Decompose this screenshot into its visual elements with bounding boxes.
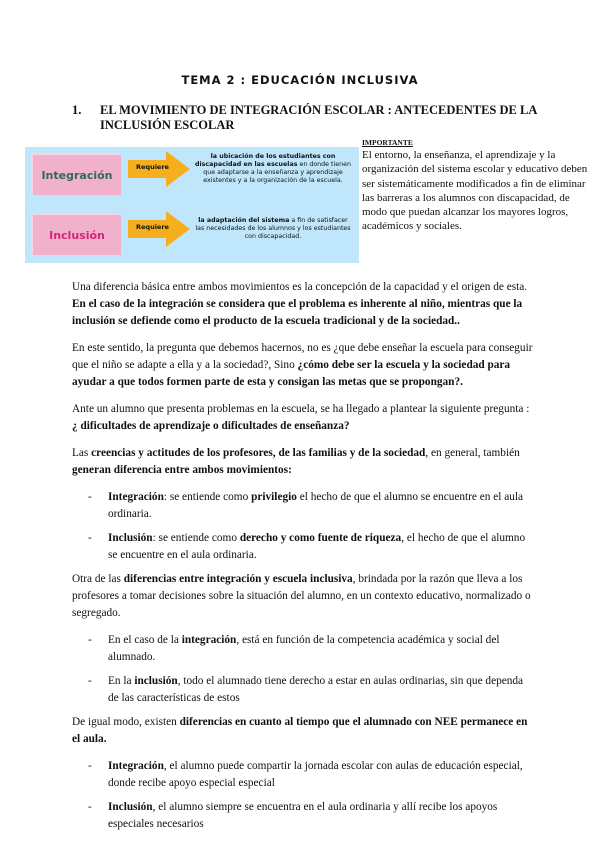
document-title: TEMA 2 : EDUCACIÓN INCLUSIVA	[181, 73, 419, 87]
text-run: De igual modo, existen	[72, 716, 180, 728]
description-text: a fin de satisfacer las necesidades de los alumnos y los estudiantes con discapacidad.	[195, 217, 351, 240]
bold-text: Inclusión	[108, 801, 153, 813]
important-text: El entorno, la enseñanza, el aprendizaje y la organización del sistema escolar y educativo deben ser sistemáticamente modificados a fin de eliminar las barreras a los alumnos con discapacidad, de modo que puedan alcanzar los mayores logros, académicos y sociales.	[362, 149, 588, 233]
text-run: En este sentido, la pregunta que debemos hacernos, no es ¿que debe enseñar la escuela para conseguir que el niño se adapte a ella y a la sociedad?, Sino	[72, 342, 533, 371]
bullet-dash: -	[88, 532, 92, 544]
description-bold: la adaptación del sistema	[198, 217, 290, 224]
text-run: , el alumno siempre se encuentra en el aula ordinaria y allí recibe los apoyos especiales necesarios	[108, 801, 498, 830]
integracion-box	[33, 155, 121, 195]
bullet-text	[108, 632, 534, 666]
bullet-dash: -	[88, 801, 92, 813]
text-run: Las	[72, 447, 92, 459]
text-run: , el hecho de que el alumno se encuentre en el aula ordinaria.	[108, 532, 526, 561]
bold-text: En el caso de la integración se considera que el problema es inherente al niño, mientras que la inclusión se defiende como el producto de la escuela tradicional y de la sociedad..	[72, 298, 523, 327]
paragraph	[72, 571, 534, 622]
text-run: Otra de las	[72, 573, 124, 585]
comparison-figure	[25, 147, 359, 263]
important-note	[362, 138, 596, 234]
paragraph	[72, 279, 534, 330]
bold-text: ¿ dificultades de aprendizaje o dificultades de enseñanza?	[72, 420, 350, 432]
integracion-label: Integración	[41, 168, 113, 182]
arrow-right-icon	[128, 211, 190, 247]
paragraph	[72, 445, 534, 479]
bold-text: inclusión	[134, 675, 178, 687]
text-run: , el alumno puede compartir la jornada escolar con aulas de educación especial, donde recibe apoyo especial especial	[108, 760, 523, 789]
text-run: , está en función de la competencia académica y social del alumnado.	[108, 634, 500, 663]
bold-text: ¿cómo debe ser la escuela y la sociedad para ayudar a que todos formen parte de esta y consigan las metas que se propongan?.	[72, 359, 511, 388]
section-heading	[72, 103, 542, 133]
bold-text: integración	[181, 634, 237, 646]
bullet-dash: -	[88, 675, 92, 687]
inclusion-description	[193, 217, 353, 241]
bullet-text	[108, 489, 534, 523]
text-run: , todo el alumnado tiene derecho a estar en aulas ordinarias, sin que dependa de las características de estos	[108, 675, 524, 704]
bullet-text	[108, 799, 534, 833]
bullet-text	[108, 530, 534, 564]
bullet-item	[88, 530, 534, 564]
arrow-right-icon	[128, 151, 190, 187]
inclusion-box	[33, 215, 121, 255]
text-run: el hecho de que el alumno se encuentre en el aula ordinaria.	[108, 491, 524, 520]
bullet-dash: -	[88, 634, 92, 646]
inclusion-label: Inclusión	[49, 228, 105, 242]
bullet-text	[108, 758, 534, 792]
bold-text: diferencias entre integración y escuela inclusiva	[123, 573, 353, 585]
bold-text: generan diferencia entre ambos movimientos:	[72, 464, 292, 476]
description-bold: la ubicación de los estudiantes con discapacidad en las escuelas	[195, 153, 336, 168]
text-run: En el caso de la	[108, 634, 182, 646]
important-label: IMPORTANTE	[362, 138, 413, 147]
heading-number: 1.	[72, 103, 82, 117]
arrow-label: Requiere	[136, 223, 169, 231]
text-run: Ante un alumno que presenta problemas en la escuela, se ha llegado a plantear la siguiente pregunta :	[72, 403, 530, 415]
text-run: : se entiende como	[163, 491, 252, 503]
bold-text: creencias y actitudes de los profesores, de las familias y de la sociedad	[91, 447, 426, 459]
bullet-dash: -	[88, 491, 92, 503]
description-text: en donde tienen que adaptarse a la enseñanza y aprendizaje existentes y a la organización de la escuela.	[203, 161, 351, 184]
arrow-label: Requiere	[136, 163, 169, 171]
text-run: Una diferencia básica entre ambos movimientos es la concepción de la capacidad y el origen de esta.	[72, 281, 528, 293]
bold-text: Integración	[108, 760, 164, 772]
bullet-text	[108, 673, 534, 707]
bullet-dash: -	[88, 760, 92, 772]
bold-text: privilegio	[251, 491, 297, 503]
paragraph	[72, 714, 534, 748]
bold-text: derecho y como fuente de riqueza	[239, 532, 402, 544]
text-run: : se entiende como	[152, 532, 240, 544]
paragraph	[72, 401, 534, 435]
integracion-description	[193, 153, 353, 185]
bold-text: Inclusión	[108, 532, 153, 544]
bullet-item	[88, 489, 534, 523]
bullet-item	[88, 673, 534, 707]
paragraph	[72, 340, 534, 391]
document-body	[72, 279, 534, 840]
bullet-item	[88, 632, 534, 666]
heading-text: EL MOVIMIENTO DE INTEGRACIÓN ESCOLAR : ANTECEDENTES DE LA INCLUSIÓN ESCOLAR	[100, 103, 537, 132]
text-run: , brindada por la razón que lleva a los profesores a tomar decisiones sobre la situación del alumno, en un contexto educativo, normalizado o segregado.	[72, 573, 531, 619]
text-run: , en general, también	[425, 447, 520, 459]
bullet-item	[88, 758, 534, 792]
bold-text: diferencias en cuanto al tiempo que el alumnado con NEE permanece en el aula.	[72, 716, 528, 745]
bold-text: Integración	[108, 491, 164, 503]
text-run: En la	[108, 675, 135, 687]
bullet-item	[88, 799, 534, 833]
